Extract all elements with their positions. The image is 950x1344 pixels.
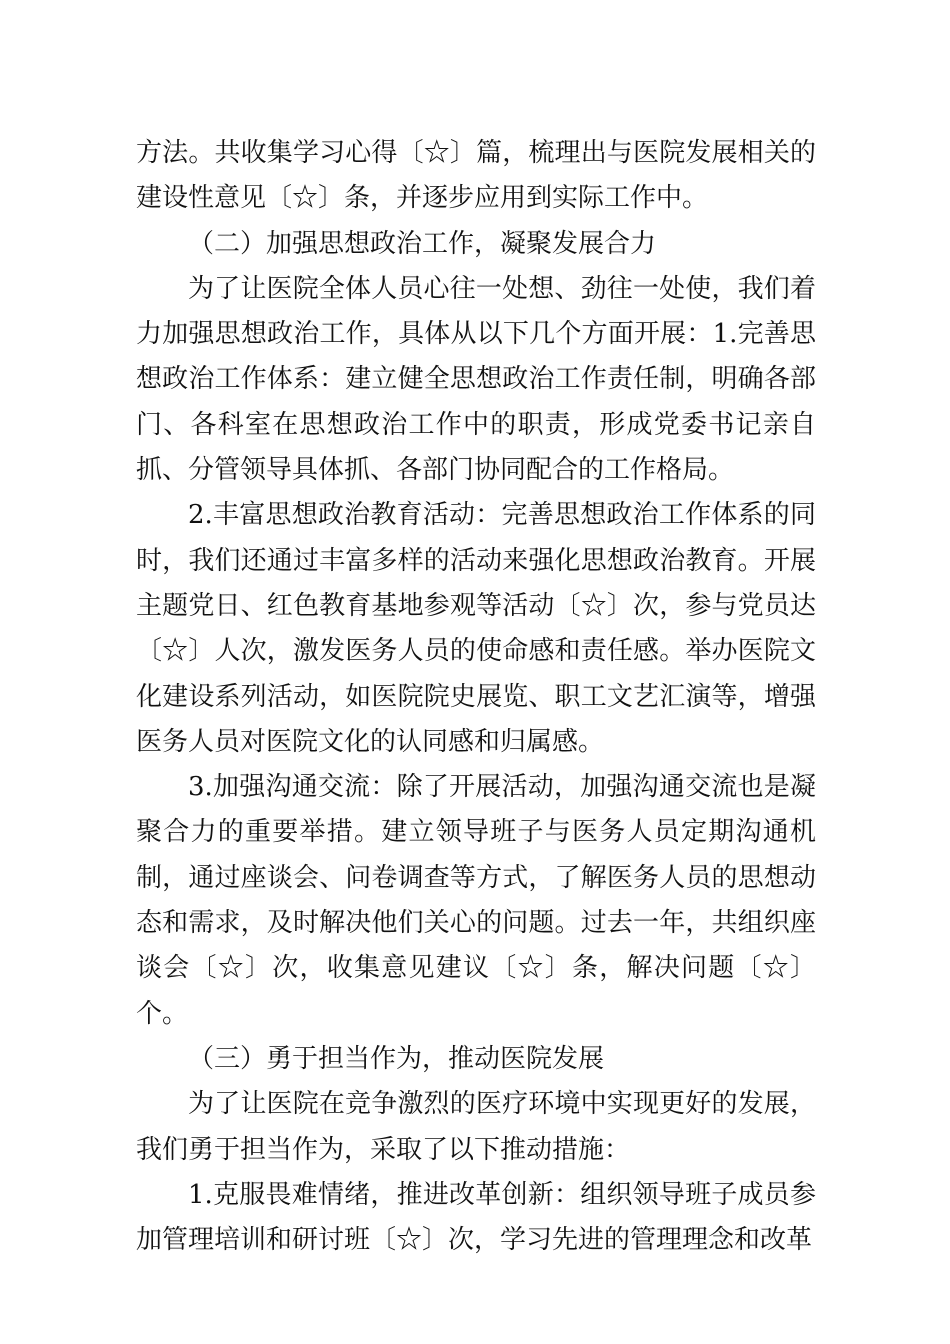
paragraph-reform-innovation: 1.克服畏难情绪，推进改革创新：组织领导班子成员参加管理培训和研讨班〔☆〕次，学习先进的管理理念和改革 — [136, 1179, 816, 1256]
section-heading-2: （二）加强思想政治工作，凝聚发展合力 — [188, 228, 657, 259]
paragraph-development-intro: 为了让医院在竞争激烈的医疗环境中实现更好的发展，我们勇于担当作为，采取了以下推动措施： — [136, 1089, 816, 1165]
paragraph-continuation: 方法。共收集学习心得〔☆〕篇，梳理出与医院发展相关的建设性意见〔☆〕条，并逐步应用到实际工作中。 — [136, 138, 816, 214]
paragraph-communication: 3.加强沟通交流：除了开展活动，加强沟通交流也是凝聚合力的重要举措。建立领导班子与医务人员定期沟通机制，通过座谈会、问卷调查等方式，了解医务人员的思想动态和需求，及时解决他们关心的问题。过去一年，共组织座谈会〔☆〕次，收集意见建议〔☆〕条，解决问题〔☆〕个。 — [136, 772, 816, 1029]
paragraph-political-work-intro: 为了让医院全体人员心往一处想、劲往一处使，我们着力加强思想政治工作，具体从以下几个方面开展：1.完善思想政治工作体系：建立健全思想政治工作责任制，明确各部门、各科室在思想政治工作中的职责，形成党委书记亲自抓、分管领导具体抓、各部门协同配合的工作格局。 — [136, 273, 816, 486]
document-body — [136, 131, 816, 1263]
section-heading-3: （三）勇于担当作为，推动医院发展 — [188, 1043, 605, 1074]
paragraph-education-activities: 2.丰富思想政治教育活动：完善思想政治工作体系的同时，我们还通过丰富多样的活动来强化思想政治教育。开展主题党日、红色教育基地参观等活动〔☆〕次，参与党员达〔☆〕人次，激发医务人员的使命感和责任感。举办医院文化建设系列活动，如医院院史展览、职工文艺汇演等，增强医务人员对医院文化的认同感和归属感。 — [136, 500, 816, 757]
